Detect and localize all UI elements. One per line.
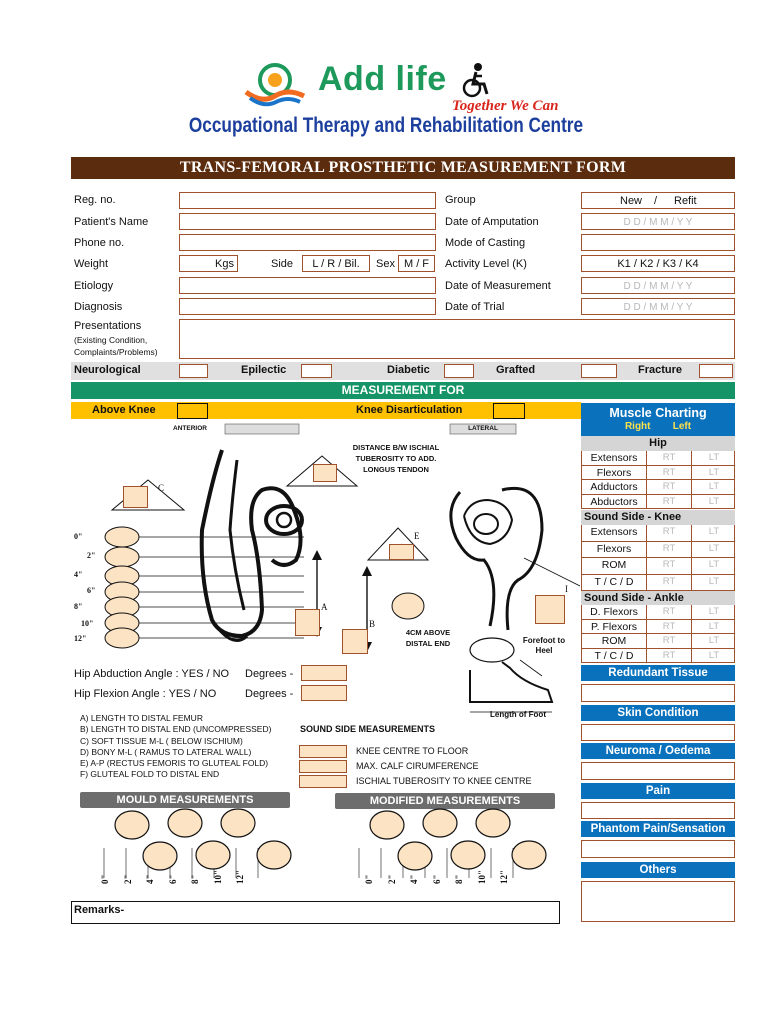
neuroma-header: Neuroma / Oedema: [581, 743, 735, 759]
scale-label: 0": [364, 874, 374, 884]
ischial-knee-label: ISCHIAL TUBEROSITY TO KNEE CENTRE: [356, 776, 532, 786]
group-refit[interactable]: Refit: [674, 195, 697, 207]
neurological-label: Neurological: [74, 364, 141, 376]
modified-diagram: [335, 808, 555, 898]
activity-level-field[interactable]: K1 / K2 / K3 / K4: [581, 255, 735, 272]
abduction-degrees-field[interactable]: [301, 665, 347, 681]
left-grade-field[interactable]: LT: [691, 466, 736, 480]
diabetic-checkbox[interactable]: [444, 364, 474, 378]
skin-condition-field[interactable]: [581, 724, 735, 741]
knee-centre-field[interactable]: [299, 745, 347, 758]
group-label: Group: [445, 194, 476, 206]
fracture-checkbox[interactable]: [699, 364, 733, 378]
left-grade-field[interactable]: LT: [691, 495, 736, 509]
skin-condition-header: Skin Condition: [581, 705, 735, 721]
inch-0: 0": [74, 532, 83, 541]
phone-label: Phone no.: [74, 237, 125, 249]
scale-label: 0": [100, 874, 110, 884]
epilectic-label: Epilectic: [241, 364, 287, 376]
legend-d: D) BONY M-L ( RAMUS TO LATERAL WALL): [80, 747, 252, 757]
measure-d-box[interactable]: [313, 464, 337, 482]
inch-4: 4": [74, 570, 83, 579]
remarks-label: Remarks-: [74, 904, 125, 916]
grafted-checkbox[interactable]: [581, 364, 617, 378]
right-grade-field[interactable]: RT: [646, 542, 691, 558]
hip-section-title: Hip: [581, 436, 735, 451]
ischial-note: DISTANCE B/W ISCHIAL TUBEROSITY TO ADD. LONGUS TENDON: [352, 443, 440, 474]
group-new[interactable]: New: [620, 195, 643, 207]
reg-no-label: Reg. no.: [74, 194, 116, 206]
above-4cm-note: 4CM ABOVE DISTAL END: [405, 628, 451, 648]
knee-centre-label: KNEE CENTRE TO FLOOR: [356, 746, 469, 756]
pain-field[interactable]: [581, 802, 735, 819]
right-left-labels: [581, 421, 735, 432]
muscle-row: [581, 480, 735, 495]
mode-casting-field[interactable]: [581, 234, 735, 251]
left-grade-field[interactable]: LT: [691, 542, 736, 558]
logo-icon: [242, 62, 308, 110]
muscle-charting-title: Muscle Charting: [609, 406, 707, 420]
patient-name-label: Patient's Name: [74, 216, 149, 228]
knee-section-title: Sound Side - Knee: [581, 510, 735, 525]
group-field[interactable]: [581, 192, 735, 209]
legend-e: E) A-P (RECTUS FEMORIS TO GLUTEAL FOLD): [80, 758, 269, 768]
presentations-note-1: (Existing Condition,: [74, 335, 148, 345]
right-grade-field[interactable]: RT: [646, 495, 691, 509]
right-grade-field[interactable]: RT: [646, 620, 691, 634]
muscle-row: [581, 451, 735, 466]
date-amputation-field[interactable]: D D / M M / Y Y: [581, 213, 735, 230]
anterior-label: ANTERIOR: [173, 425, 207, 432]
right-grade-field[interactable]: RT: [646, 575, 691, 591]
phone-field[interactable]: [179, 234, 436, 251]
weight-unit: Kgs: [215, 258, 234, 270]
date-measurement-label: Date of Measurement: [445, 280, 551, 292]
ischial-knee-field[interactable]: [299, 775, 347, 788]
form-title: TRANS-FEMORAL PROSTHETIC MEASUREMENT FORM: [71, 157, 735, 179]
others-field[interactable]: [581, 881, 735, 922]
sex-label: Sex: [376, 258, 395, 270]
letter-e: E: [414, 531, 420, 541]
scale-label: 10": [476, 870, 487, 884]
date-measurement-field[interactable]: D D / M M / Y Y: [581, 277, 735, 294]
mould-diagram: [80, 808, 300, 898]
amputation-type-bar: [71, 402, 581, 419]
scale-label: 6": [167, 874, 178, 884]
forefoot-note: Forefoot to Heel: [522, 636, 566, 655]
redundant-tissue-header: Redundant Tissue: [581, 665, 735, 681]
left-grade-field[interactable]: LT: [691, 525, 736, 541]
calf-field[interactable]: [299, 760, 347, 773]
scale-label: 4": [145, 874, 155, 884]
muscle-row: [581, 466, 735, 481]
muscle-name: T / C / D: [594, 575, 634, 588]
hip-abduction-label: Hip Abduction Angle : YES / NO: [74, 668, 230, 680]
inch-10: 10": [81, 619, 94, 628]
diabetic-label: Diabetic: [387, 364, 430, 376]
above-knee-checkbox[interactable]: [177, 403, 208, 419]
reg-no-field[interactable]: [179, 192, 436, 209]
legend-a: A) LENGTH TO DISTAL FEMUR: [80, 713, 203, 723]
muscle-name: Extensors: [590, 452, 638, 464]
left-label: Left: [672, 421, 692, 432]
group-sep: /: [654, 195, 658, 207]
left-grade-field[interactable]: LT: [691, 620, 736, 634]
muscle-name: P. Flexors: [591, 620, 637, 633]
epilectic-checkbox[interactable]: [301, 364, 332, 378]
right-grade-field[interactable]: RT: [646, 605, 691, 619]
scale-label: 8": [454, 874, 464, 884]
knee-disarticulation-label: Knee Disarticulation: [356, 404, 463, 416]
muscle-row: [581, 620, 735, 635]
above-knee-label: Above Knee: [92, 404, 156, 416]
muscle-name: Flexors: [596, 466, 632, 479]
letter-i: I: [565, 584, 568, 594]
left-grade-field[interactable]: LT: [691, 605, 736, 619]
muscle-name: Extensors: [590, 526, 638, 538]
abduction-degrees-label: Degrees -: [245, 668, 294, 680]
muscle-row: [581, 542, 735, 559]
measure-e-box[interactable]: [389, 544, 414, 560]
date-amputation-label: Date of Amputation: [445, 216, 539, 228]
scale-label: 4": [409, 874, 419, 884]
scale-label: 12": [235, 870, 245, 884]
weight-field[interactable]: [179, 255, 238, 272]
right-grade-field[interactable]: RT: [646, 558, 691, 574]
tagline: Together We Can: [452, 98, 559, 114]
grafted-label: Grafted: [496, 364, 536, 376]
muscle-row: [581, 558, 735, 575]
patient-name-field[interactable]: [179, 213, 436, 230]
muscle-row: [581, 525, 735, 542]
activity-level-label: Activity Level (K): [445, 258, 527, 270]
muscle-row: [581, 634, 735, 649]
redundant-tissue-field[interactable]: [581, 684, 735, 702]
legend-f: F) GLUTEAL FOLD TO DISTAL END: [80, 769, 220, 779]
right-grade-field[interactable]: RT: [646, 649, 691, 663]
wheelchair-icon: [460, 62, 490, 98]
letter-c: C: [158, 483, 165, 493]
muscle-name: D. Flexors: [590, 606, 638, 618]
measure-c-box[interactable]: [123, 486, 148, 508]
scale-label: 2": [386, 874, 397, 884]
muscle-name: Flexors: [596, 542, 632, 555]
remarks-field[interactable]: [71, 901, 560, 924]
conditions-bar: [71, 362, 735, 380]
right-grade-field[interactable]: RT: [646, 525, 691, 541]
measure-b-box[interactable]: [342, 629, 368, 654]
scale-label: 10": [212, 870, 223, 884]
length-foot-note: Length of Foot: [490, 710, 546, 719]
scale-label: 2": [122, 874, 133, 884]
modified-header: MODIFIED MEASUREMENTS: [335, 793, 555, 809]
etiology-label: Etiology: [74, 280, 114, 292]
phantom-pain-field[interactable]: [581, 840, 735, 858]
right-grade-field[interactable]: RT: [646, 480, 691, 494]
date-trial-label: Date of Trial: [445, 301, 505, 313]
lateral-label: LATERAL: [468, 425, 498, 432]
hip-flexion-label: Hip Flexion Angle : YES / NO: [74, 688, 217, 700]
phantom-pain-header: Phantom Pain/Sensation: [581, 821, 735, 837]
left-grade-field[interactable]: LT: [691, 558, 736, 574]
inch-12: 12": [74, 634, 87, 643]
right-grade-field[interactable]: RT: [646, 451, 691, 465]
left-grade-field[interactable]: LT: [691, 575, 736, 591]
mode-casting-label: Mode of Casting: [445, 237, 526, 249]
inch-8: 8": [74, 602, 83, 611]
centre-name: Occupational Therapy and Rehabilitation Centre: [188, 114, 584, 137]
pain-header: Pain: [581, 783, 735, 799]
flexion-degrees-field[interactable]: [301, 685, 347, 701]
sound-side-title: SOUND SIDE MEASUREMENTS: [300, 724, 436, 734]
presentations-field[interactable]: [179, 319, 735, 359]
neuroma-field[interactable]: [581, 762, 735, 780]
diagnosis-field[interactable]: [179, 298, 436, 315]
others-header: Others: [581, 862, 735, 878]
ankle-section-title: Sound Side - Ankle: [581, 591, 735, 606]
muscle-row: [581, 575, 735, 592]
inch-2: 2": [87, 551, 96, 560]
scale-label: 8": [190, 874, 200, 884]
neurological-checkbox[interactable]: [179, 364, 208, 378]
legend-c: C) SOFT TISSUE M-L ( BELOW ISCHIUM): [80, 736, 243, 746]
left-grade-field[interactable]: LT: [691, 480, 736, 494]
muscle-charting-header: [581, 403, 735, 437]
muscle-row: [581, 605, 735, 620]
muscle-name: T / C / D: [594, 649, 634, 662]
muscle-name: Abductors: [590, 495, 638, 508]
muscle-name: ROM: [601, 559, 627, 571]
scale-label: 6": [431, 874, 442, 884]
letter-a: A: [321, 602, 328, 612]
left-grade-field[interactable]: LT: [691, 634, 736, 648]
side-field[interactable]: L / R / Bil.: [302, 255, 370, 272]
presentations-label: Presentations: [74, 320, 142, 332]
left-grade-field[interactable]: LT: [691, 451, 736, 465]
right-label: Right: [624, 421, 651, 432]
weight-label: Weight: [74, 258, 109, 270]
scale-label: 12": [499, 870, 509, 884]
measure-i-box[interactable]: [535, 595, 565, 624]
calf-label: MAX. CALF CIRUMFERENCE: [356, 761, 479, 771]
fracture-label: Fracture: [638, 364, 683, 376]
measure-a-box[interactable]: [295, 609, 320, 636]
left-grade-field[interactable]: LT: [691, 649, 736, 663]
right-grade-field[interactable]: RT: [646, 466, 691, 480]
muscle-name: Adductors: [590, 481, 638, 494]
etiology-field[interactable]: [179, 277, 436, 294]
knee-disarticulation-checkbox[interactable]: [493, 403, 525, 419]
letter-b: B: [369, 619, 376, 629]
measurement-for-header: MEASUREMENT FOR: [71, 382, 735, 399]
side-label: Side: [271, 258, 294, 270]
brand-name: Add life: [318, 60, 447, 98]
sex-field[interactable]: M / F: [398, 255, 435, 272]
flexion-degrees-label: Degrees -: [245, 688, 294, 700]
mould-header: MOULD MEASUREMENTS: [80, 792, 290, 808]
muscle-row: [581, 649, 735, 664]
muscle-row: [581, 495, 735, 510]
right-grade-field[interactable]: RT: [646, 634, 691, 648]
inch-6: 6": [87, 586, 96, 595]
presentations-note-2: Complaints/Problems): [74, 347, 158, 357]
diagnosis-label: Diagnosis: [74, 301, 123, 313]
legend-b: B) LENGTH TO DISTAL END (UNCOMPRESSED): [80, 724, 272, 734]
date-trial-field[interactable]: D D / M M / Y Y: [581, 298, 735, 315]
muscle-name: ROM: [601, 635, 627, 648]
